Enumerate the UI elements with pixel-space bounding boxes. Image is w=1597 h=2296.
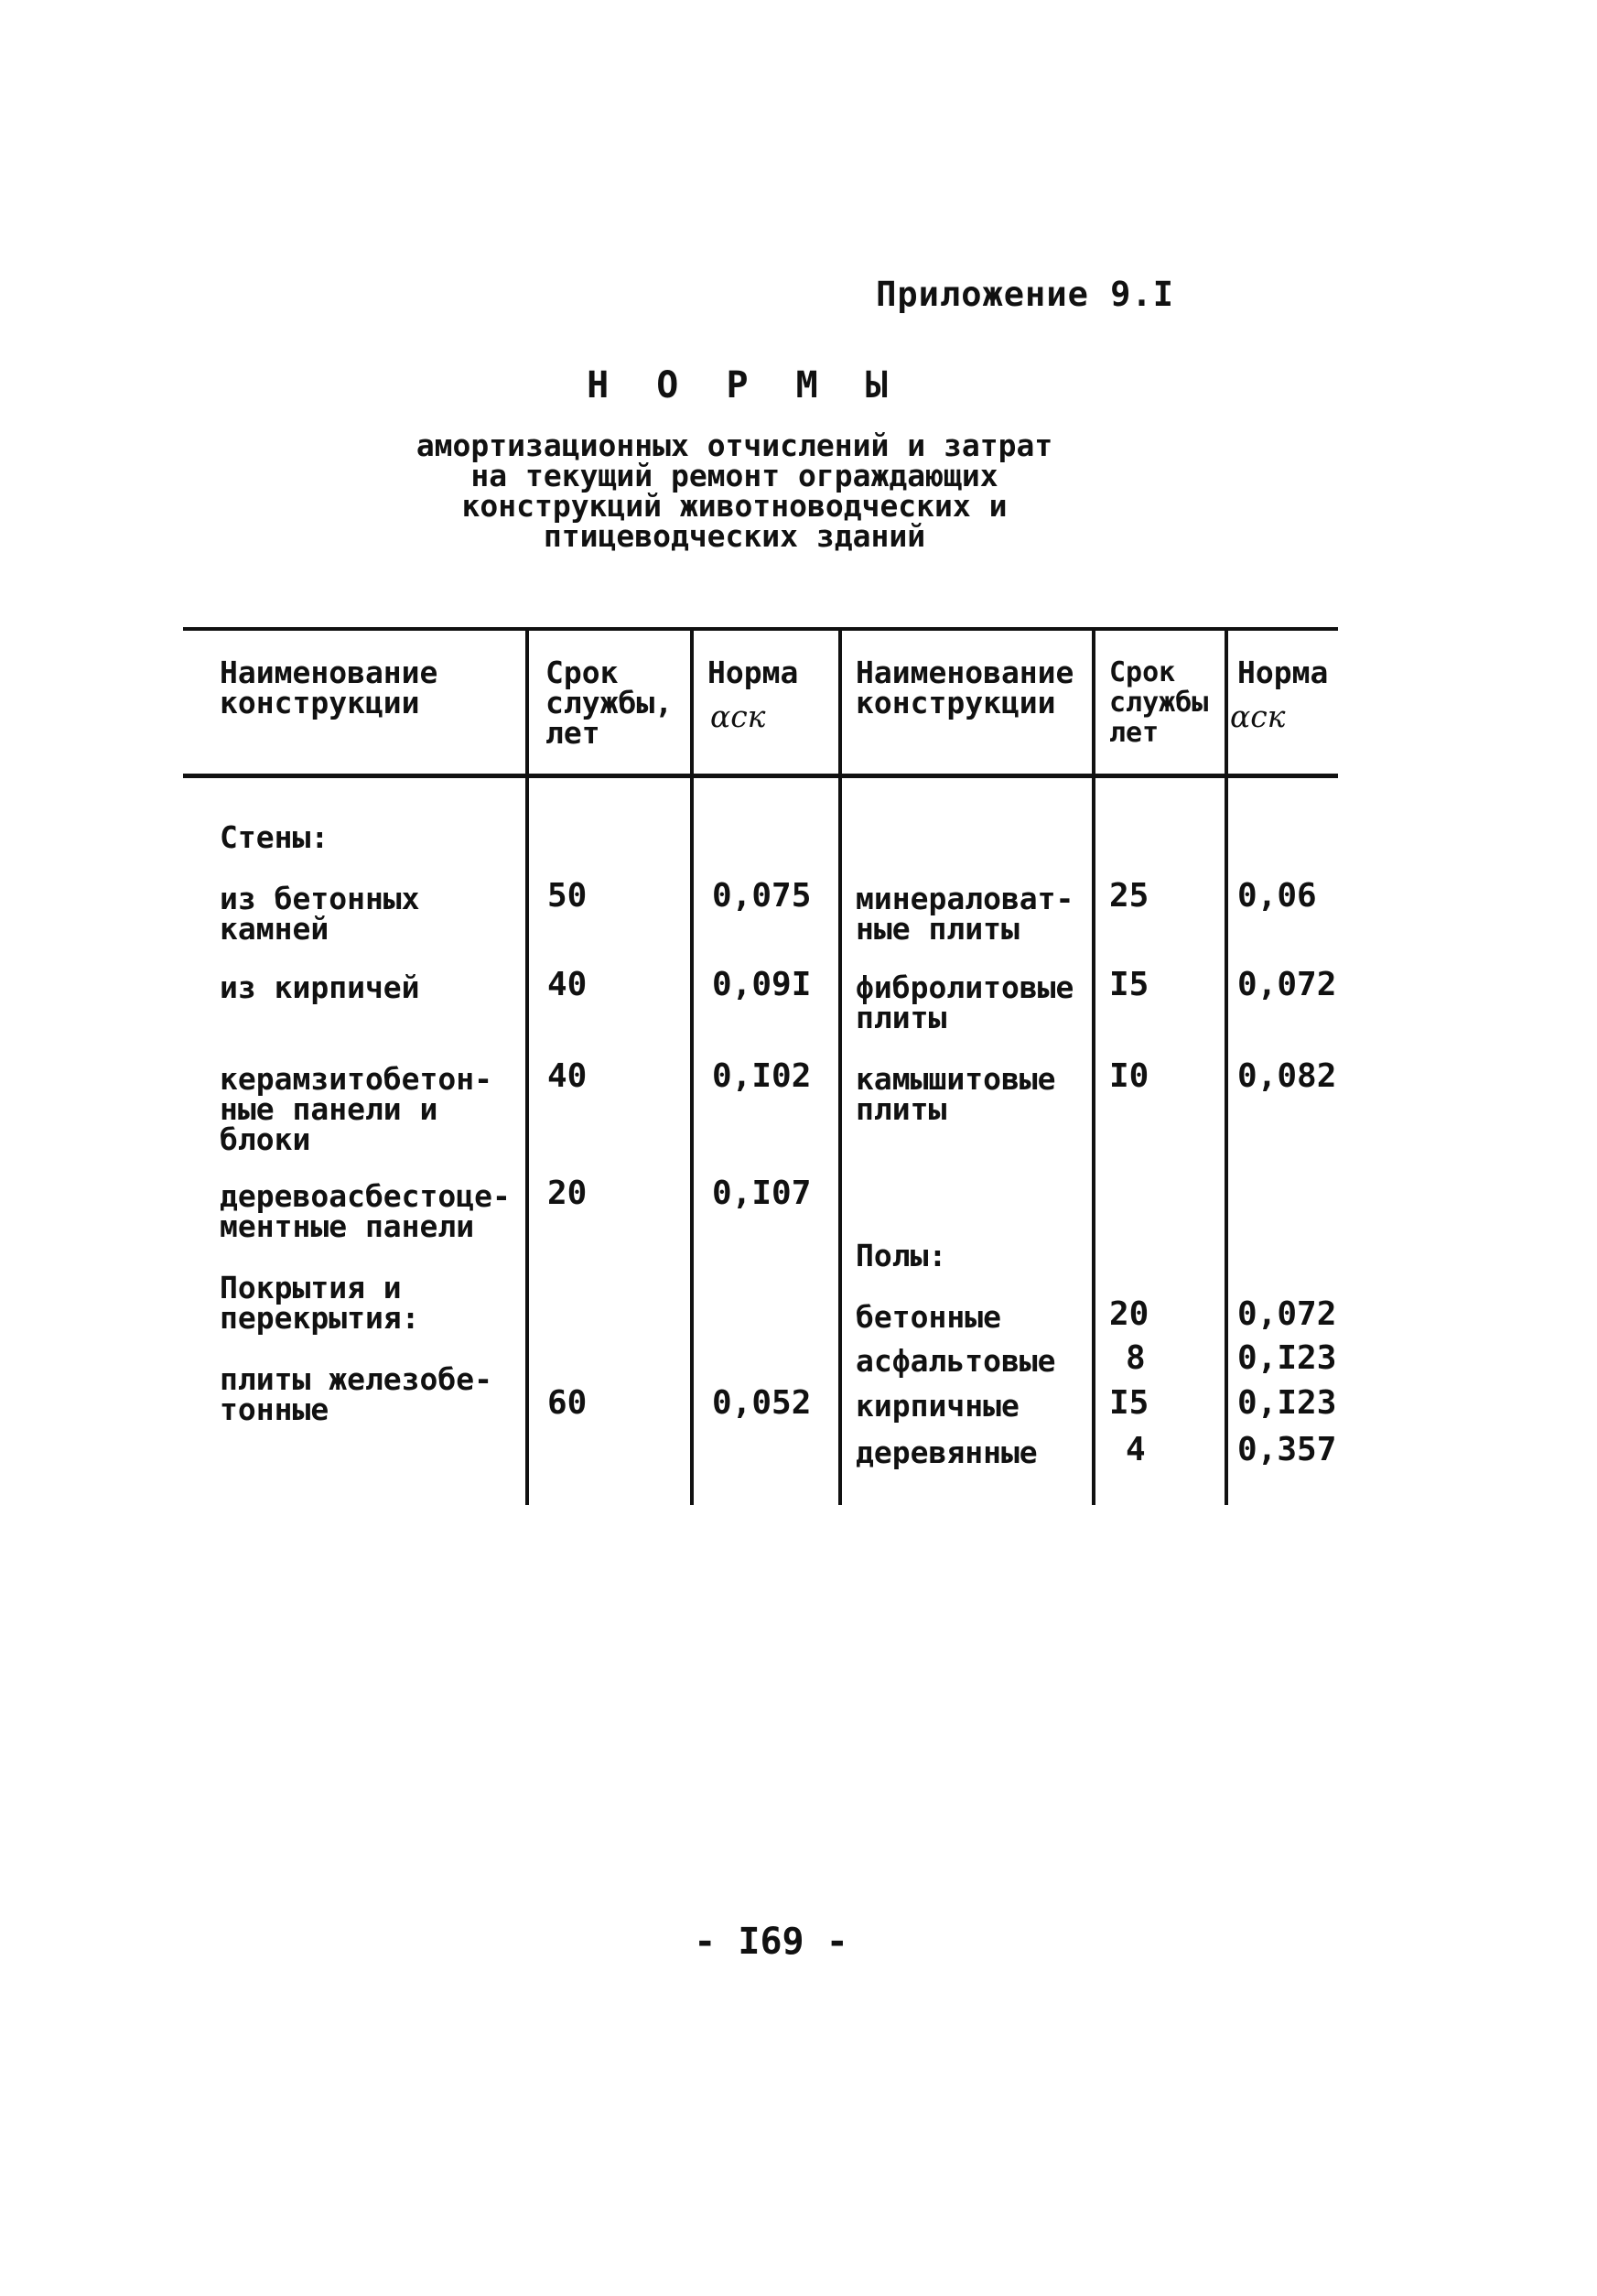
left-row-life: 40 bbox=[547, 1057, 588, 1095]
left-row-life: 50 bbox=[547, 877, 588, 915]
subtitle-line: птицеводческих зданий bbox=[543, 518, 926, 554]
right-row-norm: 0,I23 bbox=[1237, 1339, 1337, 1377]
subtitle-line: на текущий ремонт ограждающих bbox=[470, 458, 998, 493]
column-divider bbox=[525, 631, 529, 1505]
right-row-life: 20 bbox=[1109, 1295, 1149, 1333]
column-divider bbox=[690, 631, 694, 1505]
document-subtitle bbox=[0, 428, 1533, 554]
left-row-name: керамзитобетон- ные панели и блоки bbox=[220, 1061, 493, 1157]
column-divider bbox=[1225, 631, 1228, 1505]
header-life-right: Срок службы лет bbox=[1109, 656, 1209, 749]
right-row-norm: 0,072 bbox=[1237, 1295, 1337, 1333]
table-header-rule bbox=[183, 774, 1338, 778]
column-divider bbox=[1092, 631, 1095, 1505]
left-row-norm: 0,I02 bbox=[712, 1057, 812, 1095]
right-row-life: 4 bbox=[1126, 1431, 1146, 1468]
left-row-norm: 0,I07 bbox=[712, 1175, 812, 1212]
right-row-norm: 0,06 bbox=[1237, 877, 1317, 915]
right-row-name: фибролитовые плиты bbox=[856, 969, 1074, 1035]
left-row-life: 20 bbox=[547, 1175, 588, 1212]
left-row-name: плиты железобе- тонные bbox=[220, 1361, 493, 1427]
right-row-name: минераловат- ные плиты bbox=[856, 881, 1074, 947]
header-name-left: Наименование конструкции bbox=[220, 655, 438, 720]
right-row-norm: 0,357 bbox=[1237, 1431, 1337, 1468]
header-norm-left: Норма bbox=[707, 655, 799, 690]
left-row-norm: 0,09I bbox=[712, 966, 812, 1003]
header-norm-left-symbol: αск bbox=[710, 699, 766, 734]
right-row-life: I0 bbox=[1109, 1057, 1149, 1095]
right-row-life: 8 bbox=[1126, 1339, 1146, 1377]
right-row-life: I5 bbox=[1109, 1384, 1149, 1422]
right-row-life: 25 bbox=[1109, 877, 1149, 915]
header-life-left: Срок службы, лет bbox=[545, 655, 674, 751]
right-row-name: кирпичные bbox=[856, 1388, 1020, 1424]
left-row-name: из кирпичей bbox=[220, 969, 420, 1005]
left-row-norm: 0,075 bbox=[712, 877, 812, 915]
left-row-name: деревоасбестоце- ментные панели bbox=[220, 1178, 511, 1244]
right-row-life: I5 bbox=[1109, 966, 1149, 1003]
right-row-name: деревянные bbox=[856, 1435, 1038, 1470]
floors-heading: Полы: bbox=[856, 1238, 947, 1273]
appendix-label: Приложение 9.I bbox=[876, 275, 1174, 314]
left-row-norm: 0,052 bbox=[712, 1384, 812, 1422]
subtitle-line: конструкций животноводческих и bbox=[461, 488, 1008, 524]
right-row-name: камышитовые плиты bbox=[856, 1061, 1056, 1127]
right-row-name: асфальтовые bbox=[856, 1343, 1056, 1379]
page-number: - I69 - bbox=[694, 1921, 848, 1963]
left-row-life: 40 bbox=[547, 966, 588, 1003]
roofs-heading: Покрытия и перекрытия: bbox=[220, 1270, 420, 1336]
header-norm-right-symbol: αск bbox=[1230, 699, 1286, 734]
right-row-norm: 0,I23 bbox=[1237, 1384, 1337, 1422]
header-name-right: Наименование конструкции bbox=[856, 655, 1074, 720]
column-divider bbox=[838, 631, 842, 1505]
header-norm-right: Норма bbox=[1237, 655, 1329, 690]
subtitle-line: амортизационных отчислений и затрат bbox=[415, 428, 1053, 463]
left-row-life: 60 bbox=[547, 1384, 588, 1422]
right-row-norm: 0,072 bbox=[1237, 966, 1337, 1003]
left-row-name: из бетонных камней bbox=[220, 881, 420, 947]
walls-heading: Стены: bbox=[220, 819, 329, 855]
right-row-norm: 0,082 bbox=[1237, 1057, 1337, 1095]
table-top-rule bbox=[183, 627, 1338, 631]
right-row-name: бетонные bbox=[856, 1299, 1001, 1335]
document-title: Н О Р М Ы bbox=[587, 364, 901, 406]
